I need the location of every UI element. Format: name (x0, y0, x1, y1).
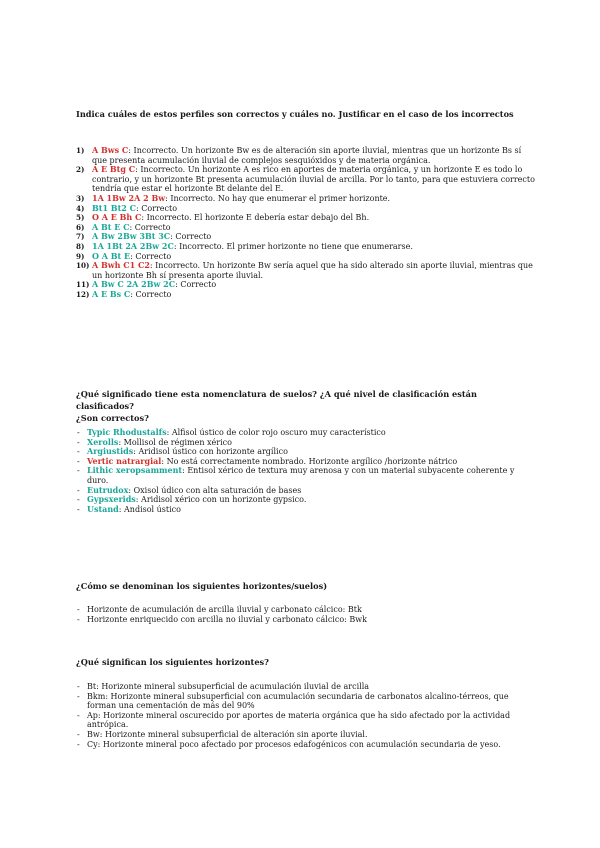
item-number: 12) (76, 289, 90, 299)
question-denominations: ¿Cómo se denominan los siguientes horizontes/suelos) (76, 581, 328, 591)
list-item (76, 146, 538, 165)
soil-description: : Alfisol ústico de color rojo oscuro muy característico (166, 428, 386, 437)
soil-description: : Aridisol xérico con un horizonte gypsico. (135, 495, 307, 505)
profile-text: : Incorrecto. Un horizonte A es rico en aportes de materia orgánica, y un horizonte E es todo lo contrario, y un horizonte Bt presenta acumulación iluvial de arcilla. Por lo tanto, para que estuviera correcto tendría que estar el horizonte Bt delante del E. (92, 165, 535, 194)
profile-text: : Correcto (130, 289, 172, 299)
profile-text: : Correcto (175, 280, 217, 290)
item-number: 2) (76, 165, 85, 175)
list-item: - Cy: Horizonte mineral poco afectado por procesos edafogénicos con acumulación secundaria de yeso. (76, 740, 538, 750)
soil-term: Lithic xeropsamment (87, 465, 183, 476)
soil-term: Ustand (87, 503, 119, 514)
soil-description: : Entisol xérico de textura muy arenosa y con un material subyacente coherente y duro. (87, 466, 515, 485)
profile-text: : Correcto (170, 232, 212, 242)
profile-code: A Bt E C (92, 221, 130, 232)
soil-term: Xerolls (87, 436, 119, 447)
item-number: 8) (76, 241, 85, 251)
profile-code: A E Bs C (92, 288, 131, 299)
profile-text: : Correcto (129, 222, 171, 232)
list-item (76, 438, 538, 448)
profile-text: : Incorrecto. El primer horizonte no tiene que enumerarse. (173, 241, 413, 251)
list-item (76, 505, 538, 515)
profile-code: 1A 1Bt 2A 2Bw 2C (92, 240, 174, 251)
list-item: - Bt: Horizonte mineral subsuperficial de acumulación iluvial de arcilla (76, 682, 538, 692)
list-item (76, 194, 538, 204)
list-item: - Horizonte de acumulación de arcilla iluvial y carbonato cálcico: Btk (76, 605, 538, 615)
list-item (76, 204, 538, 214)
list-item (76, 466, 538, 485)
soil-description: : Oxisol údico con alta saturación de bases (128, 485, 302, 495)
profile-code: Bt1 Bt2 C (92, 202, 136, 213)
item-number: 7) (76, 232, 85, 242)
profile-text: : Incorrecto. Un horizonte Bw sería aquel que ha sido alterado sin aporte iluvial, mientras que un horizonte Bh sí presenta aporte iluvial. (92, 261, 533, 280)
list-item (76, 280, 538, 290)
item-number: 5) (76, 213, 85, 223)
profile-code: A Bwh C1 C2 (92, 260, 150, 271)
profile-code: 1A 1Bw 2A 2 Bw (92, 192, 166, 203)
soil-term: Eutrudox (87, 484, 129, 495)
soil-term: Vertic natrargial (87, 455, 162, 466)
item-number: 4) (76, 203, 85, 213)
list-item (76, 165, 538, 194)
profile-text: : Incorrecto. El horizonte E debería estar debajo del Bh. (141, 213, 370, 223)
profile-code: O A E Bh C (92, 212, 142, 223)
horizons-list (76, 682, 538, 749)
item-number: 9) (76, 251, 85, 261)
profile-code: A Bw C 2A 2Bw 2C (92, 279, 176, 290)
list-item (76, 290, 538, 300)
profile-text: : Correcto (130, 251, 172, 261)
item-number: 6) (76, 222, 85, 232)
list-item (76, 495, 538, 505)
item-number: 11) (76, 280, 90, 290)
item-number: 10) (76, 261, 90, 271)
list-item (76, 213, 538, 223)
question-horizons: ¿Qué significan los siguientes horizontes? (76, 657, 269, 667)
profile-code: A Bws C (92, 145, 129, 155)
list-item: - Ap: Horizonte mineral oscurecido por aportes de materia orgánica que ha sido afectado por la actividad antrópica. (76, 711, 538, 730)
question-nomenclature (76, 388, 536, 424)
denominations-list (76, 605, 538, 624)
item-number: 3) (76, 193, 85, 203)
soil-term: Argiustids (87, 446, 134, 457)
profile-code: A Bw 2Bw 3Bt 3C (92, 231, 171, 242)
question-line: ¿Son correctos? (76, 413, 149, 423)
soil-description: : Mollisol de régimen xérico (118, 437, 232, 447)
soil-description: : Aridisol ústico con horizonte argílico (133, 447, 288, 457)
list-item (76, 242, 538, 252)
question-profiles: Indica cuáles de estos perfiles son correctos y cuáles no. Justificar en el caso de los incorrectos (76, 109, 514, 119)
soil-description: : Andisol ústico (118, 504, 181, 514)
list-item (76, 486, 538, 496)
profile-text: : Incorrecto. No hay que enumerar el primer horizonte. (165, 193, 391, 203)
profile-text: : Incorrecto. Un horizonte Bw es de alteración sin aporte iluvial, mientras que un horizonte Bs sí que presenta acumulación iluvial de complejos sesquióxidos y de materia orgánica. (92, 146, 522, 165)
list-item (76, 428, 538, 438)
item-number: 1) (76, 146, 85, 155)
soil-term: Typic Rhodustalfs (87, 427, 167, 437)
list-item: - Horizonte enriquecido con arcilla no iluvial y carbonato cálcico: Bwk (76, 615, 538, 625)
profile-code: O A Bt E (92, 250, 131, 261)
question-line: ¿Qué significado tiene esta nomenclatura de suelos? ¿A qué nivel de clasificación están clasificados? (76, 389, 477, 411)
list-item: - Bw: Horizonte mineral subsuperficial de alteración sin aporte iluvial. (76, 730, 538, 740)
soil-description: : No está correctamente nombrado. Horizonte argílico /horizonte nátrico (161, 456, 458, 466)
profile-code: A E Btg C (92, 164, 136, 175)
list-item (76, 261, 538, 280)
profiles-list (76, 146, 538, 300)
profile-text: : Correcto (135, 203, 178, 213)
nomenclature-list (76, 428, 538, 514)
soil-term: Gypsxerids (87, 494, 136, 505)
list-item: - Bkm: Horizonte mineral subsuperficial con acumulación secundaria de carbonatos alcalino-térreos, que forman una cementación de más del 90% (76, 692, 538, 711)
